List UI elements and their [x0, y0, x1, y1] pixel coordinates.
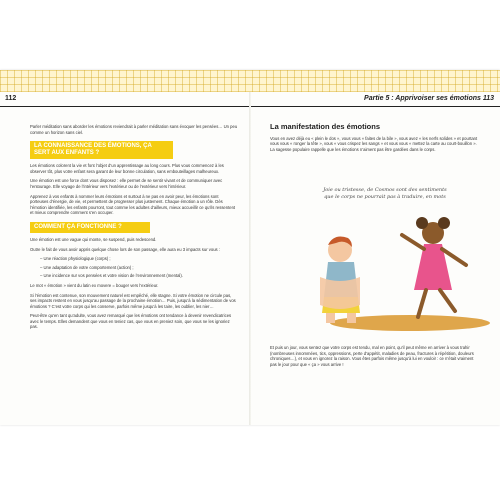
- impacts-list: [40, 256, 238, 279]
- right-page-header: Partie 5 : Apprivoiser ses émotions 113: [364, 95, 494, 102]
- illustration-caption: Joie ou tristesse, de Cosmos sont des sentiments que le corps ne pourrait pas à traduire, en mots: [323, 187, 447, 200]
- paragraph: Si l’émotion est contenue, son mouvement naturel est empêché, elle stagne. Si votre émotion ne circule pas, ses impacts restent en vous jusqu’au passage de la prochaine émotion… Puis, jusqu’à la sédimentation de vos émotions ? C’est votre corps qui les conserve, parfois même jusqu’à les taire, les oublier, les nier…: [30, 292, 236, 309]
- list-item: – Une incidence sur vos pensées et votre vision de l’environnement (mental).: [40, 273, 183, 279]
- sad-boy-figure: [320, 237, 360, 323]
- paragraph: Une émotion est une vague qui monte, se suspend, puis redescend.: [30, 236, 157, 242]
- left-page-column: [30, 124, 238, 334]
- section-banner-how: COMMENT ÇA FONCTIONNE ?: [30, 222, 150, 233]
- paragraph: Peut-être qu’en tant qu’adulte, vous avez remarqué que les émotions ont tendance à devenir revendicatrices avec le temps. Elles demandent que vous en teniez cas, que vous en preniez soin, que vous ne les ignoriez pas.: [30, 313, 232, 330]
- paragraph: Le mot « émotion » vient du latin ex movere = bouger vers l’extérieur.: [30, 282, 159, 288]
- paragraph: Apprenez à vos enfants à nommer leurs émotions et surtout à ne pas en avoir peur, les émotions sont porteuses d’énergie, de vie, et permettent de progresser plus justement. Chaque émotion a un rôle. Dès l’émotion identifiée, les enfants pourront, tout comme les adultes d’ailleurs, mieux accueillir ce qu’ils ressentent et mieux comprendre comment s’en occuper.: [30, 193, 236, 216]
- paragraph: Les émotions colorent la vie et font l’objet d’un apprentissage au long cours. Plus vous commencez à les observer tôt, plus votre enfant sera garant de leur bonne circulation, sans embouteillages malheureux.: [30, 163, 224, 174]
- intro-paragraph: Parler méditation sans aborder les émotions reviendrait à parler méditation sans évoquer les pensées… Un peu comme un horizon sans ciel.: [30, 124, 238, 135]
- paragraph: Et puis un jour, vous sentez que votre corps est tendu, mal en point, qu’il peut même en arriver à vous trahir (nombreuses innommées, tics, oppressions, perte d’appétit, maladies de peau, fractures à répétition, douleurs chroniques…), et vous en ignorez la raison. Vous êtes parfois même jusqu’à lui en vouloir : ce n’était vraiment pas le jour pour que « ça » vous arrive !: [270, 345, 474, 367]
- book-gutter: [249, 92, 251, 425]
- happy-girl-figure: [402, 217, 466, 317]
- right-page-column: [270, 124, 478, 156]
- paragraph: Outre le fait de vous avoir appris quelque chose lors de son passage, elle aura eu 3 impacts sur vous :: [30, 246, 220, 252]
- section-banner-knowledge: LA CONNAISSANCE DES ÉMOTIONS, ÇA SERT AUX ENFANTS ?: [30, 141, 173, 159]
- grid-paper-strip: [0, 70, 500, 92]
- section-title: La manifestation des émotions: [270, 122, 381, 131]
- list-item: – Une réaction physiologique (corps) ;: [40, 256, 111, 262]
- paragraph: Une émotion est une force dont vous disposez : elle permet de se sentir vivant et de communiquer avec l’entourage. Elle voyage de l’intérieur vers l’extérieur ou de l’extérieur vers l’intérieur.: [30, 178, 223, 189]
- list-item-text: Une adaptation de votre comportement (action) ;: [43, 264, 134, 270]
- list-item: – Une adaptation de votre comportement (action) ;: [40, 264, 134, 270]
- left-page-number: 112: [5, 95, 17, 102]
- right-page-column-lower: [270, 345, 478, 371]
- paragraph: Vous en avez déjà eu « plein le dos », vous vous « faites de la bile », vous avez « les nerfs solides » et pourtant vous vous « ronger la tête », vous « vous crispez les sangs » et vous vous « mettez la carte au court-bouillon ». La sagesse populaire rappelle que les émotions n’aiment pas être gardées dans le corps.: [270, 135, 478, 152]
- boy-arms: [320, 277, 360, 309]
- list-item-text: Une incidence sur vos pensées et votre vision de l’environnement (mental).: [43, 273, 183, 279]
- list-item-text: Une réaction physiologique (corps) ;: [43, 256, 111, 262]
- children-illustration: [290, 205, 490, 335]
